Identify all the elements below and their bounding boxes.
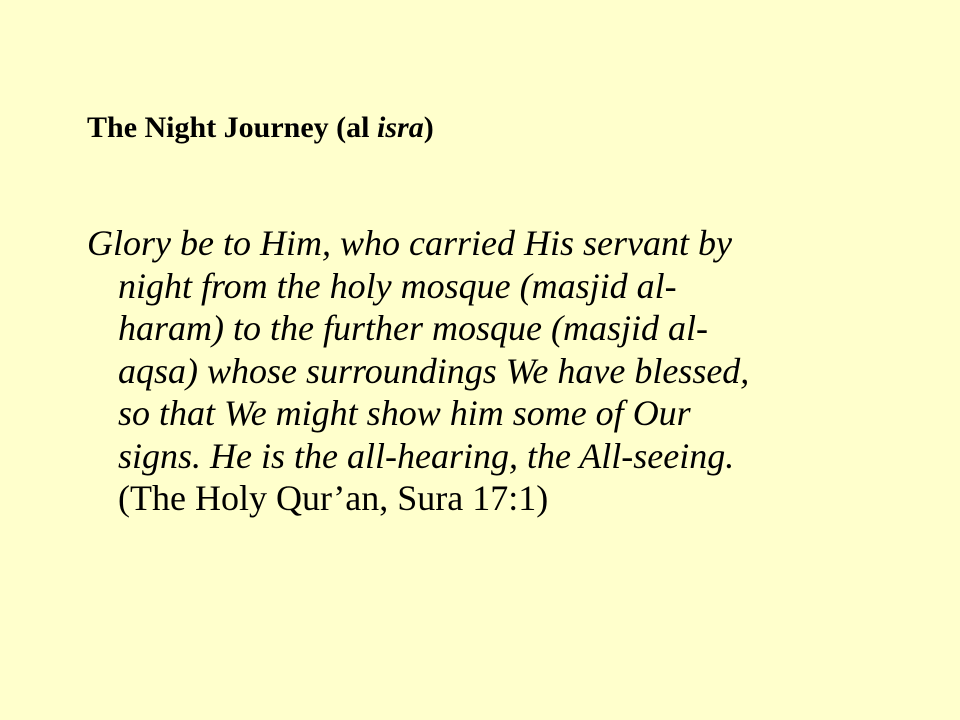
quote-line: so that We might show him some of Our [118, 393, 691, 433]
quote-line: Glory be to Him, who carried His servant by [87, 223, 732, 263]
quote-line: haram) to the further mosque (masjid al- [118, 308, 708, 348]
quote-line: signs. He is the all-hearing, the All-seeing. [118, 435, 735, 476]
slide-title [87, 108, 434, 148]
slide-title-end: ) [423, 111, 434, 144]
quote-block [87, 222, 887, 520]
quote-line: night from the holy mosque (masjid al- [118, 265, 677, 306]
quote-citation: (The Holy Qur’an, Sura 17:1) [118, 478, 549, 518]
slide-title-italic: isra [377, 111, 424, 144]
quote-line: aqsa) whose surroundings We have blessed, [118, 350, 750, 391]
slide-title-main: The Night Journey (al [87, 111, 378, 144]
